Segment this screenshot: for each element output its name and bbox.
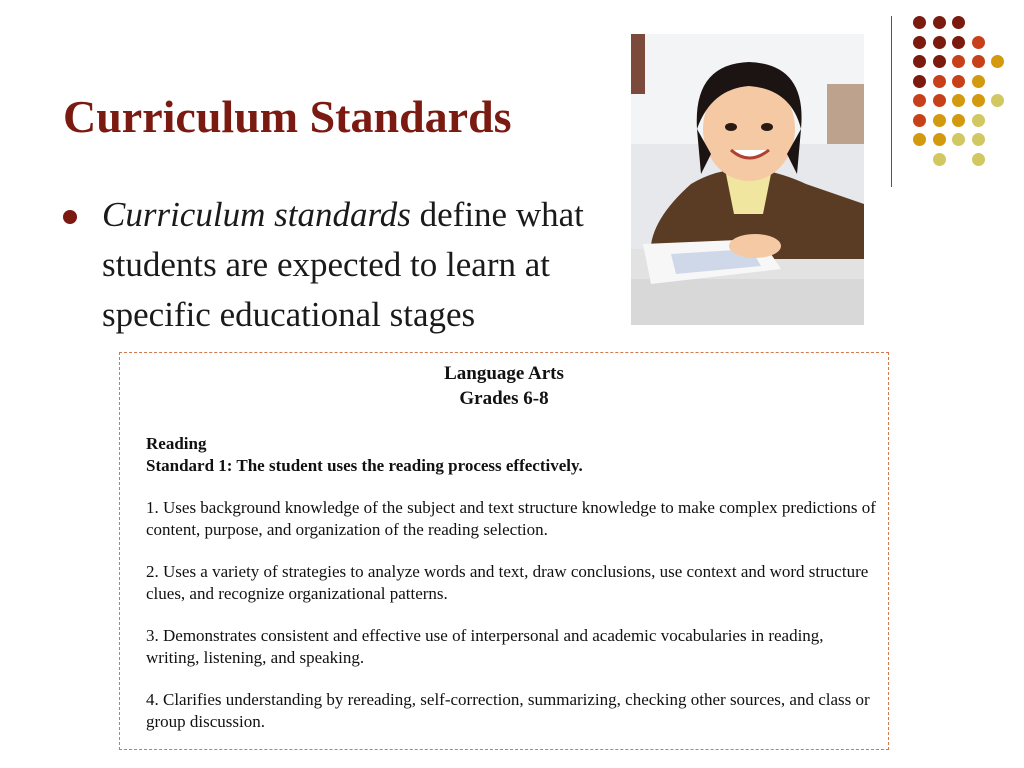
doc-item-2: 2. Uses a variety of strategies to analyze words and text, draw conclusions, use context and word structure clues, and recognize organizational patterns. [146, 562, 869, 603]
divider-line [891, 16, 892, 187]
decorative-dot [933, 114, 946, 127]
decorative-dot [933, 36, 946, 49]
decorative-dot [972, 55, 985, 68]
decorative-dot [913, 55, 926, 68]
decorative-dot [913, 114, 926, 127]
decorative-dot [933, 16, 946, 29]
decorative-dot [952, 133, 965, 146]
bullet-rest-text: define what students are expected to learn at specific educational stages [102, 195, 584, 334]
decorative-dot [952, 36, 965, 49]
decorative-dot [933, 133, 946, 146]
decorative-dot [913, 16, 926, 29]
decorative-dot [952, 16, 965, 29]
slide-title: Curriculum Standards [63, 91, 512, 142]
decorative-dot [972, 94, 985, 107]
doc-heading-subject: Language Arts [444, 363, 564, 384]
doc-item-4: 4. Clarifies understanding by rereading, self-correction, summarizing, checking other sources, and class or group discussion. [146, 690, 870, 731]
decorative-dot [952, 94, 965, 107]
decorative-dot [972, 114, 985, 127]
decorative-dot [952, 75, 965, 88]
decorative-dot [913, 75, 926, 88]
decorative-dot [933, 94, 946, 107]
decorative-dot [933, 153, 946, 166]
standards-document [119, 352, 889, 750]
doc-heading-grades: Grades 6-8 [459, 388, 549, 409]
decorative-dot [913, 36, 926, 49]
doc-section-title: Reading [146, 434, 207, 453]
bullet-text [102, 190, 632, 340]
bullet-icon [63, 210, 77, 224]
decorative-dot [972, 36, 985, 49]
decorative-dot [991, 94, 1004, 107]
decorative-dot [933, 55, 946, 68]
decorative-dot-grid [0, 0, 1024, 180]
decorative-dot [952, 114, 965, 127]
decorative-dot [952, 55, 965, 68]
student-photo [631, 34, 864, 325]
doc-item-1: 1. Uses background knowledge of the subject and text structure knowledge to make complex predictions of content, purpose, and organization of the reading selection. [146, 498, 876, 539]
decorative-dot [933, 75, 946, 88]
doc-item-3: 3. Demonstrates consistent and effective use of interpersonal and academic vocabularies in reading, writing, listening, and speaking. [146, 626, 824, 667]
doc-standard-title: Standard 1: The student uses the reading process effectively. [146, 456, 583, 475]
decorative-dot [972, 75, 985, 88]
bullet-italic-term: Curriculum standards [102, 195, 411, 234]
decorative-dot [913, 94, 926, 107]
student-illustration [631, 34, 864, 325]
decorative-dot [972, 133, 985, 146]
decorative-dot [913, 133, 926, 146]
decorative-dot [972, 153, 985, 166]
decorative-dot [991, 55, 1004, 68]
